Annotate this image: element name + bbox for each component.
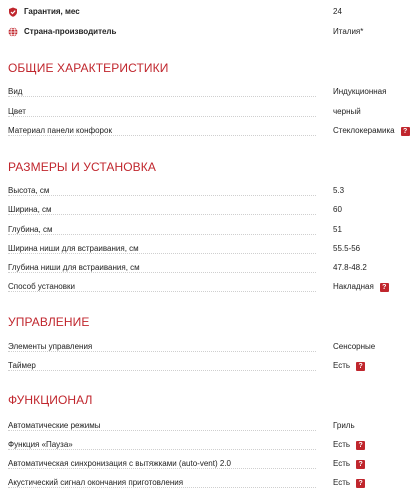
help-icon[interactable]: ? xyxy=(380,283,389,292)
spec-label: Цвет xyxy=(8,107,26,116)
spec-row xyxy=(8,418,414,434)
spec-label: Ширина ниши для встраивания, см xyxy=(8,244,139,253)
spec-row xyxy=(8,279,414,295)
spec-label: Глубина, см xyxy=(8,225,53,234)
spec-label: Глубина ниши для встраивания, см xyxy=(8,263,140,272)
spec-row xyxy=(8,104,414,120)
spec-value: Накладная ? xyxy=(333,282,389,292)
help-icon[interactable]: ? xyxy=(356,441,365,450)
section-title-functions: ФУНКЦИОНАЛ xyxy=(8,393,93,407)
spec-label: Автоматические режимы xyxy=(8,421,101,430)
spec-value: Есть ? xyxy=(333,478,365,488)
spec-row xyxy=(8,437,414,453)
spec-row-country xyxy=(8,24,414,40)
spec-row xyxy=(8,358,414,374)
spec-label: Автоматическая синхронизация с вытяжками (auto-vent) 2.0 xyxy=(8,459,231,468)
help-icon[interactable]: ? xyxy=(356,362,365,371)
spec-value: Сенсорные xyxy=(333,342,376,351)
spec-value: черный xyxy=(333,107,361,116)
shield-check-icon xyxy=(8,7,18,17)
spec-value: 55.5-56 xyxy=(333,244,361,253)
spec-row xyxy=(8,183,414,199)
dotted-leader xyxy=(8,96,316,97)
spec-value: Индукционная xyxy=(333,87,387,96)
section-title-general: ОБЩИЕ ХАРАКТЕРИСТИКИ xyxy=(8,61,169,75)
spec-value: Есть ? xyxy=(333,459,365,469)
spec-value: Стеклокерамика ? xyxy=(333,126,410,136)
spec-label: Акустический сигнал окончания приготовления xyxy=(8,478,184,487)
spec-row-warranty xyxy=(8,4,414,20)
dotted-leader xyxy=(8,234,316,235)
spec-label: Страна-производитель xyxy=(24,27,117,36)
spec-label: Материал панели конфорок xyxy=(8,126,112,135)
spec-label: Ширина, см xyxy=(8,205,52,214)
spec-label: Гарантия, мес xyxy=(24,7,80,16)
dotted-leader xyxy=(8,370,316,371)
spec-row xyxy=(8,475,414,491)
spec-row xyxy=(8,339,414,355)
spec-value: 5.3 xyxy=(333,186,345,195)
dotted-leader xyxy=(8,116,316,117)
section-title-dimensions: РАЗМЕРЫ И УСТАНОВКА xyxy=(8,160,156,174)
spec-label: Способ установки xyxy=(8,282,75,291)
spec-value: Есть ? xyxy=(333,440,365,450)
help-icon[interactable]: ? xyxy=(356,460,365,469)
spec-value: Италия* xyxy=(333,27,364,36)
globe-icon xyxy=(8,27,18,37)
help-icon[interactable]: ? xyxy=(356,479,365,488)
spec-value: 51 xyxy=(333,225,342,234)
spec-value: Гриль xyxy=(333,421,355,430)
spec-label: Функция «Пауза» xyxy=(8,440,73,449)
spec-value: Есть ? xyxy=(333,361,365,371)
spec-row xyxy=(8,241,414,257)
section-title-controls: УПРАВЛЕНИЕ xyxy=(8,315,90,329)
spec-row xyxy=(8,222,414,238)
spec-row xyxy=(8,456,414,472)
spec-label: Элементы управления xyxy=(8,342,93,351)
spec-label: Вид xyxy=(8,87,23,96)
dotted-leader xyxy=(8,195,316,196)
help-icon[interactable]: ? xyxy=(401,127,410,136)
spec-row xyxy=(8,260,414,276)
spec-label: Таймер xyxy=(8,361,36,370)
spec-value: 47.8-48.2 xyxy=(333,263,367,272)
spec-row xyxy=(8,202,414,218)
spec-value: 60 xyxy=(333,205,342,214)
spec-row xyxy=(8,84,414,100)
spec-value: 24 xyxy=(333,7,342,16)
spec-label: Высота, см xyxy=(8,186,50,195)
dotted-leader xyxy=(8,214,316,215)
spec-row xyxy=(8,123,414,139)
